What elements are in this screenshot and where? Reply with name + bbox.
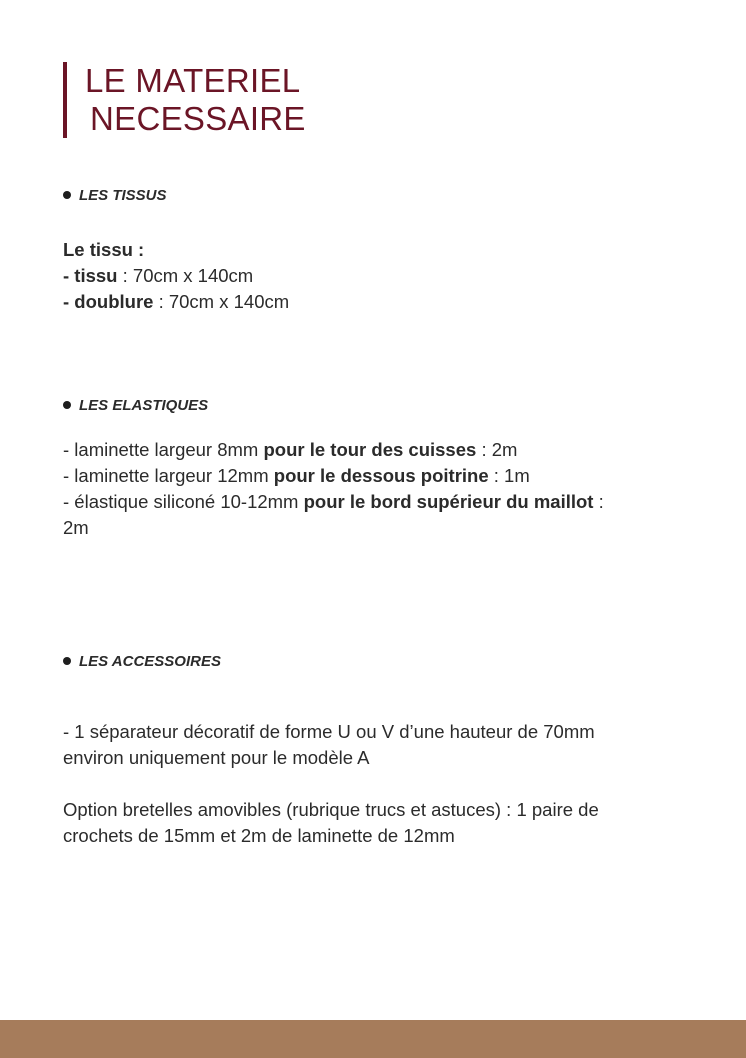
bullet-icon — [63, 401, 71, 409]
list-item-continuation: 2m — [63, 517, 89, 538]
list-item — [63, 489, 604, 515]
list-item — [63, 289, 289, 315]
item-post: : 2m — [476, 439, 518, 460]
tissus-content — [63, 237, 289, 315]
item-pre: - laminette largeur 8mm — [63, 439, 264, 460]
list-item — [63, 263, 289, 289]
section-heading-elastiques — [63, 397, 208, 414]
elastiques-content — [63, 437, 604, 541]
item-value: : 70cm x 140cm — [117, 265, 254, 286]
footer-bar — [0, 1020, 746, 1058]
section-heading-label: LES TISSUS — [79, 187, 167, 204]
section-heading-label: LES ACCESSOIRES — [79, 653, 221, 670]
title-line-1: LE MATERIEL — [85, 62, 301, 99]
item-post: : — [593, 491, 604, 512]
item-bold: pour le dessous poitrine — [273, 465, 489, 486]
item-label: - tissu — [63, 265, 118, 286]
title-line-2: NECESSAIRE — [90, 100, 306, 137]
accessoire-line-2: environ uniquement pour le modèle A — [63, 747, 370, 768]
bullet-icon — [63, 191, 71, 199]
page-title — [63, 62, 306, 138]
accessoire-line-1: - 1 séparateur décoratif de forme U ou V d’une hauteur de 70mm — [63, 721, 595, 742]
item-bold: pour le bord supérieur du maillot — [303, 491, 594, 512]
tissus-intro: Le tissu : — [63, 239, 145, 260]
item-post: : 1m — [488, 465, 530, 486]
section-heading-accessoires — [63, 653, 221, 670]
bullet-icon — [63, 657, 71, 665]
option-line-1: Option bretelles amovibles (rubrique trucs et astuces) : 1 paire de — [63, 799, 599, 820]
item-label: - doublure — [63, 291, 154, 312]
item-bold: pour le tour des cuisses — [263, 439, 477, 460]
option-line-2: crochets de 15mm et 2m de laminette de 12mm — [63, 825, 455, 846]
section-heading-tissus — [63, 187, 167, 204]
item-pre: - élastique siliconé 10-12mm — [63, 491, 304, 512]
list-item — [63, 463, 604, 489]
item-pre: - laminette largeur 12mm — [63, 465, 274, 486]
list-item — [63, 437, 604, 463]
accessoires-content — [63, 719, 599, 849]
section-heading-label: LES ELASTIQUES — [79, 397, 209, 414]
item-value: : 70cm x 140cm — [153, 291, 290, 312]
